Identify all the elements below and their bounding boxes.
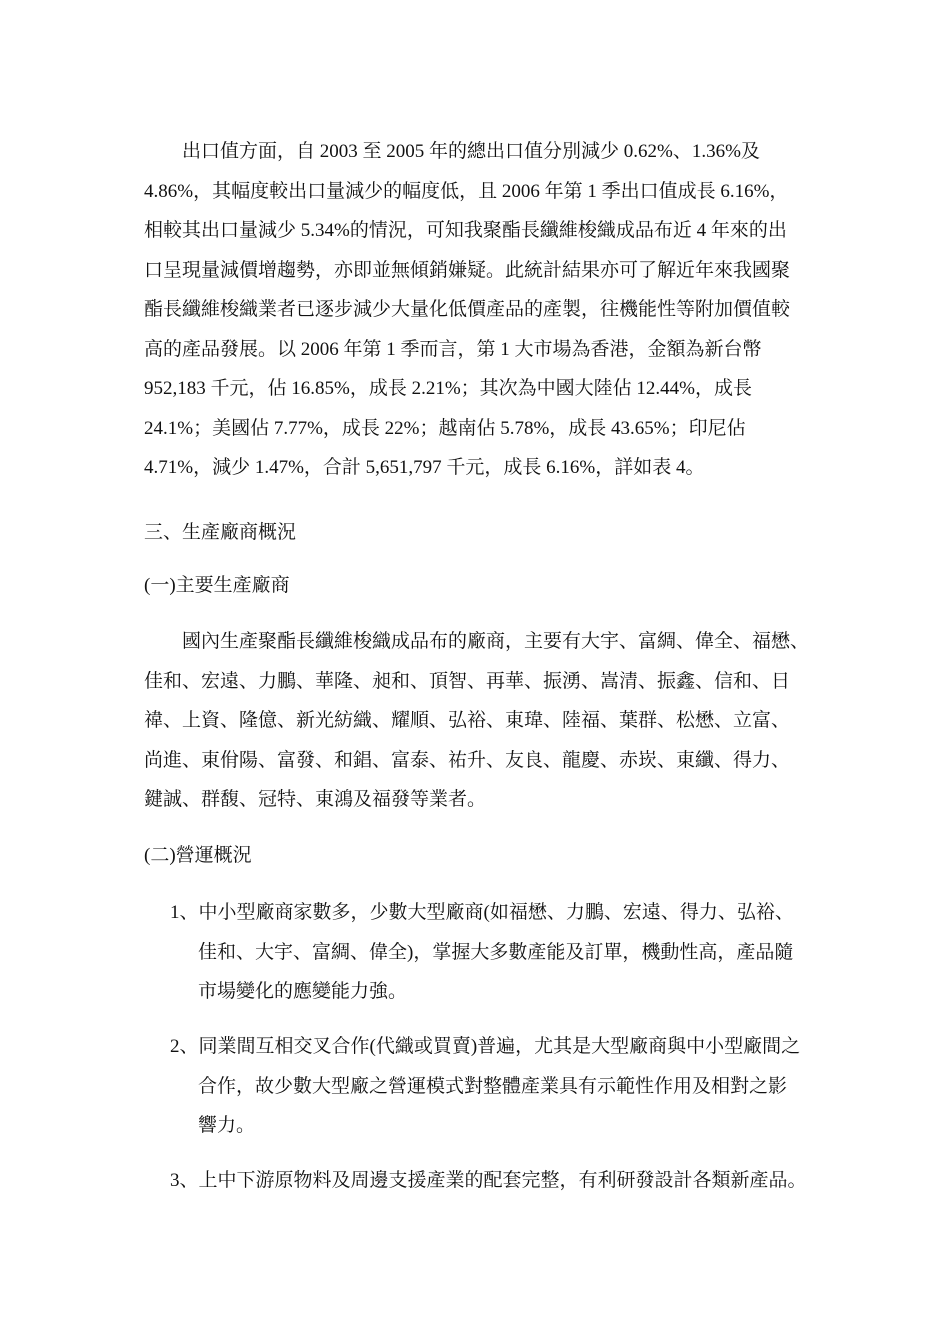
section-heading: 三、生產廠商概況 — [144, 522, 297, 543]
list-item — [170, 893, 794, 1012]
paragraph-line: 4.71%，減少 1.47%，合計 5,651,797 千元，成長 6.16%，詳如表 4。 — [144, 457, 705, 478]
list-item-line: 1、中小型廠商家數多，少數大型廠商(如福懋、力鵬、宏遠、得力、弘裕、 — [170, 902, 794, 923]
paragraph-line: 國內生產聚酯長纖維梭織成品布的廠商，主要有大宇、富綢、偉全、福懋、 — [182, 631, 810, 652]
list-item-line: 佳和、大宇、富綢、偉全)，掌握大多數產能及訂單，機動性高，產品隨 — [198, 941, 794, 963]
paragraph-line: 尚進、東佾陽、富發、和錩、富泰、祐升、友良、龍慶、赤崁、東纖、得力、 — [144, 749, 791, 771]
paragraph-line: 相較其出口量減少 5.34%的情況，可知我聚酯長纖維梭織成品布近 4 年來的出 — [144, 220, 787, 241]
paragraph-line: 酯長纖維梭織業者已逐步減少大量化低價產品的產製，往機能性等附加價值較 — [144, 299, 791, 320]
paragraph-line: 鍵誠、群馥、冠特、東鴻及福發等業者。 — [144, 789, 487, 810]
export-value-paragraph — [144, 132, 790, 488]
list-item-line: 2、同業間互相交叉合作(代織或買賣)普遍，尤其是大型廠商與中小型廠間之 — [170, 1036, 801, 1057]
paragraph-line: 24.1%；美國佔 7.77%，成長 22%；越南佔 5.78%，成長 43.65%；印尼佔 — [144, 417, 746, 439]
subsection-heading-operations: (二)營運概況 — [144, 845, 252, 866]
list-item-line: 響力。 — [198, 1115, 256, 1136]
paragraph-line: 禕、上資、隆億、新光紡織、耀順、弘裕、東瑋、陸福、葉群、松懋、立富、 — [144, 710, 791, 731]
paragraph-line: 佳和、宏遠、力鵬、華隆、昶和、頂智、再華、振湧、嵩清、振鑫、信和、日 — [144, 670, 791, 692]
list-item — [170, 1027, 800, 1146]
list-item-line: 3、上中下游原物料及周邊支援產業的配套完整，有利研發設計各類新產品。 — [170, 1170, 807, 1191]
paragraph-line: 出口值方面，自 2003 至 2005 年的總出口值分別減少 0.62%、1.36%及 — [182, 141, 760, 162]
paragraph-line: 高的產品發展。以 2006 年第 1 季而言，第 1 大市場為香港，金額為新台幣 — [144, 338, 762, 360]
list-item-line: 合作，故少數大型廠之營運模式對整體產業具有示範性作用及相對之影 — [198, 1075, 788, 1097]
manufacturers-paragraph — [144, 622, 809, 820]
list-item-line: 市場變化的應變能力強。 — [198, 981, 408, 1002]
paragraph-line: 4.86%，其幅度較出口量減少的幅度低，且 2006 年第 1 季出口值成長 6.16%， — [144, 180, 789, 202]
subsection-heading-manufacturers: (一)主要生產廠商 — [144, 575, 290, 596]
list-item — [170, 1161, 807, 1201]
paragraph-line: 口呈現量減價增趨勢，亦即並無傾銷嫌疑。此統計結果亦可了解近年來我國聚 — [144, 259, 791, 281]
paragraph-line: 952,183 千元，佔 16.85%，成長 2.21%；其次為中國大陸佔 12.44%，成長 — [144, 378, 752, 399]
